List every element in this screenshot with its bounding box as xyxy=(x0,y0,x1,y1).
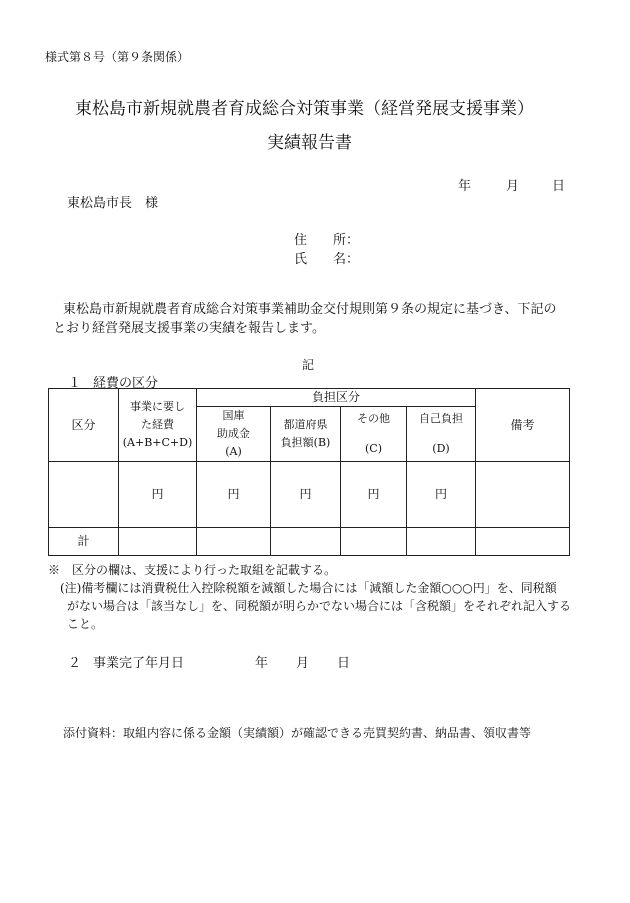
header-expense-line1: 事業に要し xyxy=(130,400,185,414)
total-national[interactable] xyxy=(197,528,271,556)
total-expense[interactable] xyxy=(119,528,197,556)
header-other xyxy=(341,407,407,462)
note-2-line1: (注)備考欄には消費税仕入控除税額を減額した場合には「減額した金額○○○円」を、同税額 xyxy=(60,581,557,595)
expense-table xyxy=(48,388,570,556)
total-row xyxy=(49,528,570,556)
table-row xyxy=(49,462,570,528)
note-2-line3: こと。 xyxy=(67,617,104,631)
document-subtitle: 実績報告書 xyxy=(267,133,352,153)
cell-self[interactable]: 円 xyxy=(407,462,476,528)
header-prefecture xyxy=(271,407,341,462)
document-title: 東松島市新規就農者育成総合対策事業（経営発展支援事業） xyxy=(75,99,534,119)
form-label: 様式第８号（第９条関係） xyxy=(45,50,190,64)
section2-title: 事業完了年月日 xyxy=(93,656,185,671)
section2-day: 日 xyxy=(337,656,351,671)
header-national-line1: 国庫 xyxy=(222,409,245,423)
address-label: 住 所： xyxy=(294,233,360,248)
cell-expense[interactable]: 円 xyxy=(119,462,197,528)
header-prefecture-line2: 負担額(B) xyxy=(280,436,331,450)
header-kubun: 区分 xyxy=(49,389,119,462)
header-self-line1: 自己負担 xyxy=(419,412,463,426)
header-self-line2: (D) xyxy=(432,442,450,456)
total-label: 計 xyxy=(49,528,119,556)
header-other-line1: その他 xyxy=(357,412,390,426)
ki-marker: 記 xyxy=(302,358,315,372)
header-expense-line2: た経費 xyxy=(141,418,174,432)
section2-year: 年 xyxy=(255,656,269,671)
name-label: 氏 名： xyxy=(294,252,360,267)
cell-remarks[interactable] xyxy=(476,462,570,528)
header-national xyxy=(197,407,271,462)
section1-title: 経費の区分 xyxy=(93,376,159,391)
cell-kubun[interactable] xyxy=(49,462,119,528)
cell-other[interactable]: 円 xyxy=(341,462,407,528)
note-1: ※ 区分の欄は、支援により行った取組を記載する。 xyxy=(48,563,337,577)
note-2-line2: がない場合は「該当なし」を、同税額が明らかでない場合には「含税額」をそれぞれ記入する xyxy=(67,599,572,613)
header-national-line3: (A) xyxy=(225,445,242,459)
header-burden: 負担区分 xyxy=(197,389,476,407)
date-year: 年 xyxy=(458,179,472,194)
header-national-line2: 助成金 xyxy=(217,427,250,441)
attachment-note: 添付資料：取組内容に係る金額（実績額）が確認できる売買契約書、納品書、領収書等 xyxy=(63,726,532,740)
section2-number: ２ xyxy=(68,656,82,671)
cell-national[interactable]: 円 xyxy=(197,462,271,528)
total-self[interactable] xyxy=(407,528,476,556)
body-text-line2: とおり経営発展支援事業の実績を報告します。 xyxy=(53,321,325,336)
total-other[interactable] xyxy=(341,528,407,556)
date-day: 日 xyxy=(552,179,566,194)
total-remarks[interactable] xyxy=(476,528,570,556)
header-prefecture-line1: 都道府県 xyxy=(283,418,328,432)
date-month: 月 xyxy=(506,179,520,194)
header-other-line2: (C) xyxy=(365,442,382,456)
section2-month: 月 xyxy=(296,656,310,671)
addressee: 東松島市長 様 xyxy=(67,196,159,211)
header-expense-line3: (A+B+C+D) xyxy=(122,436,193,450)
header-remarks: 備考 xyxy=(476,389,570,462)
cell-prefecture[interactable]: 円 xyxy=(271,462,341,528)
header-expense xyxy=(119,389,197,462)
body-text-line1: 東松島市新規就農者育成総合対策事業補助金交付規則第９条の規定に基づき、下記の xyxy=(63,302,557,317)
total-prefecture[interactable] xyxy=(271,528,341,556)
section1-number: １ xyxy=(68,376,82,391)
header-self xyxy=(407,407,476,462)
